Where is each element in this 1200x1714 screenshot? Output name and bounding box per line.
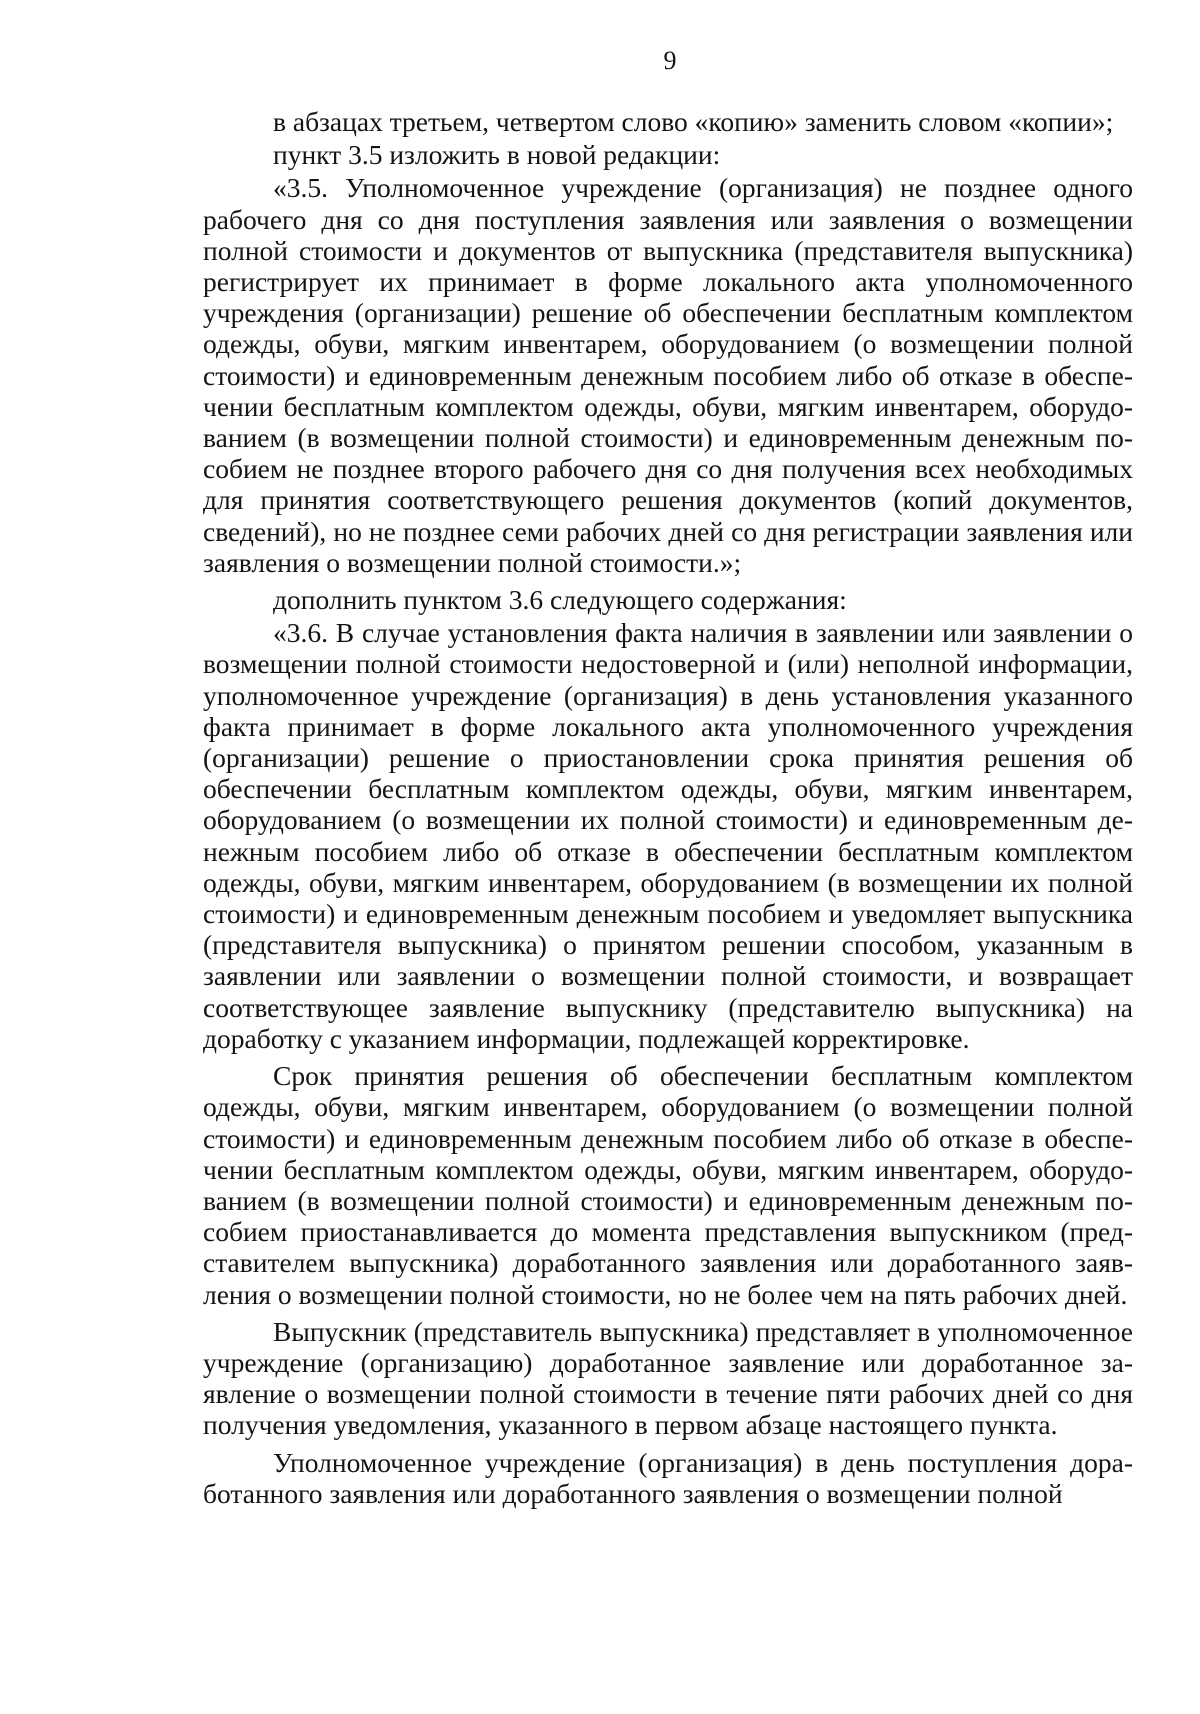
paragraph-decision-term: Срок принятия решения об обеспечении бесплатным комплектом одежды, обуви, мягким инвентарем, оборудованием (о возмещении полной стоимости) и единовременным денежным пособием либо об отказе в обеспечении бесплатным комплектом одежды, обуви, мягким инвентарем, оборудованием (в возмещении полной стоимости) и единовременным денежным пособием приостанавливается до момента представления выпускником (представителем выпускника) доработанного заявления или доработанного заявления о возмещении полной стоимости, но не более чем на пять рабочих дней. — [203, 1060, 1133, 1310]
page-number: 9 — [663, 46, 677, 75]
paragraph-item-3-6: «3.6. В случае установления факта наличия в заявлении или заявлении о возмещении полной стоимости недостоверной и (или) неполной информации, уполномоченное учреждение (организация) в день установления указанного факта принимает в форме локального акта уполномоченного учреждения (организации) решение о приостановлении срока принятия решения об обеспечении бесплатным комплектом одежды, обуви, мягким инвентарем, оборудованием (о возмещении их полной стоимости) и единовременным денежным пособием либо об отказе в обеспечении бесплатным комплектом одежды, обуви, мягким инвентарем, оборудованием (в возмещении их полной стоимости) и единовременным денежным пособием и уведомляет выпускника (представителя выпускника) о принятом решении способом, указанным в заявлении или заявлении о возмещении полной стоимости, и возвращает соответствующее заявление выпускнику (представителю выпускника) на доработку с указанием информации, подлежащей корректировке. — [203, 617, 1133, 1054]
paragraph-item-3-5: «3.5. Уполномоченное учреждение (организация) не позднее одного рабочего дня со дня поступления заявления или заявления о возмещении полной стоимости и документов от выпускника (представителя выпускника) регистрирует их принимает в форме локального акта уполномоченного учреждения (организации) решение об обеспечении бесплатным комплектом одежды, обуви, мягким инвентарем, оборудованием (о возмещении полной стоимости) и единовременным денежным пособием либо об отказе в обеспечении бесплатным комплектом одежды, обуви, мягким инвентарем, оборудованием (в возмещении полной стоимости) и единовременным денежным пособием не позднее второго рабочего дня со дня получения всех необходимых для принятия соответствующего решения документов (копий документов, сведений), но не позднее семи рабочих дней со дня регистрации заявления или заявления о возмещении полной стоимости.»; — [203, 172, 1133, 578]
paragraph-graduate-submission: Выпускник (представитель выпускника) представляет в уполномоченное учреждение (организацию) доработанное заявление или доработанное заявление о возмещении полной стоимости в течение пяти рабочих дней со дня получения уведомления, указанного в первом абзаце настоящего пункта. — [203, 1315, 1133, 1441]
paragraph-amend-copies: в абзацах третьем, четвертом слово «копию» заменить словом «копии»; — [273, 106, 1114, 137]
document-body — [203, 106, 1133, 1515]
paragraph-authorized-institution: Уполномоченное учреждение (организация) в день поступления доработанного заявления или доработанного заявления о возмещении полной — [203, 1446, 1133, 1509]
paragraph-item-3-5-intro: пункт 3.5 изложить в новой редакции: — [273, 139, 721, 171]
paragraph-item-3-6-intro: дополнить пунктом 3.6 следующего содержания: — [273, 584, 847, 616]
